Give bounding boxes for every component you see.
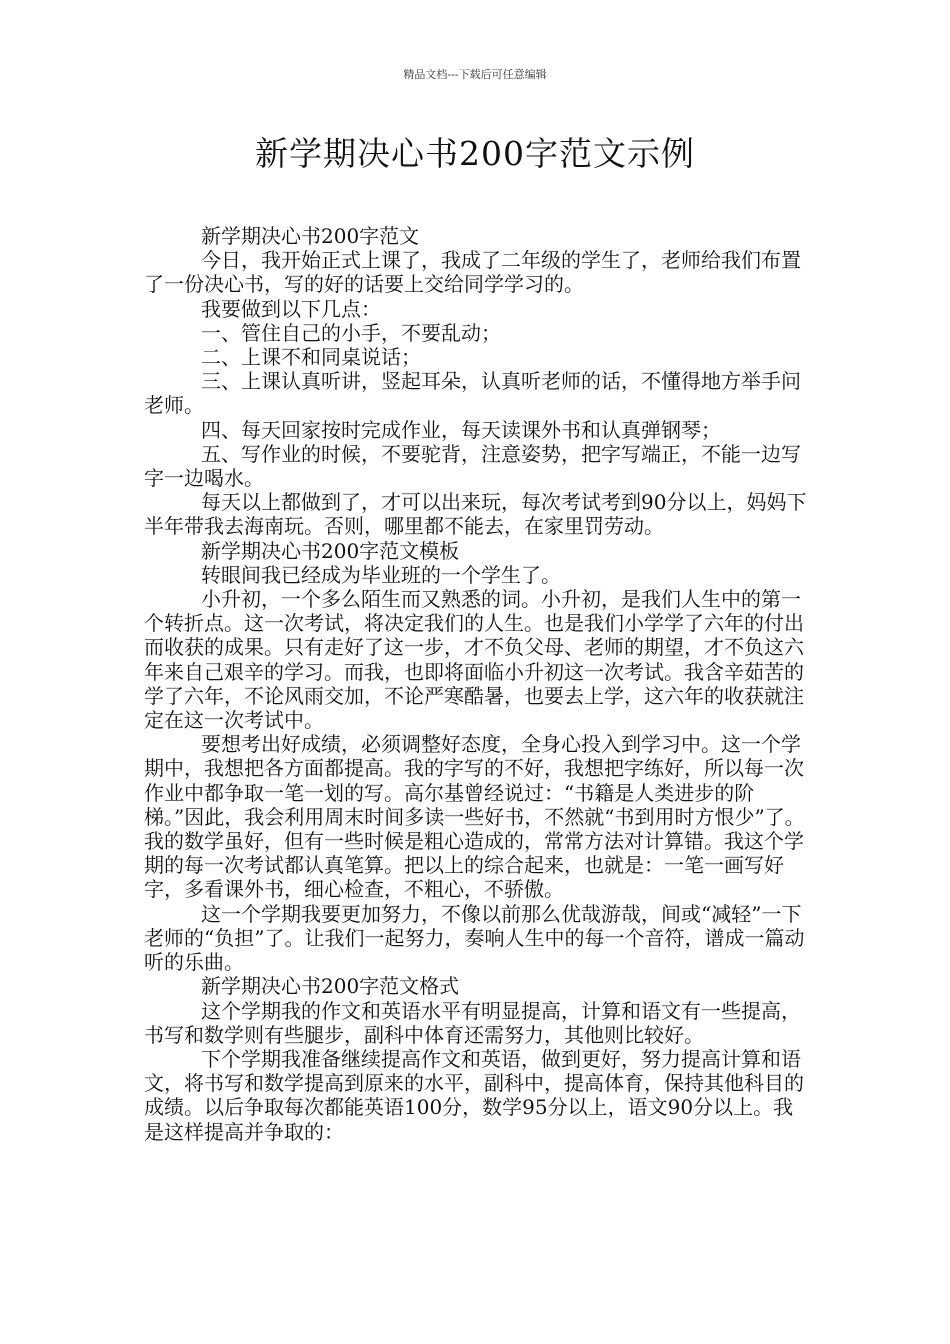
- paragraph: 下个学期我准备继续提高作文和英语，做到更好，努力提高计算和语文，将书写和数学提高到原来的水平，副科中，提高体育，保持其他科目的成绩。以后争取每次都能英语100分，数学95分以上，语文90分以上。我是这样提高并争取的：: [144, 1046, 804, 1144]
- list-item: 二、上课不和同桌说话；: [201, 345, 421, 370]
- paragraph: 小升初，一个多么陌生而又熟悉的词。小升初，是我们人生中的第一个转折点。这一次考试，将决定我们的人生。也是我们小学学了六年的付出而收获的成果。只有走好了这一步，才不负父母、老师的期望，才不负这六年来自己艰辛的学习。而我，也即将面临小升初这一次考试。我含辛茹苦的学了六年，不论风雨交加，不论严寒酷暑，也要去上学，这六年的收获就注定在这一次考试中。: [144, 587, 804, 733]
- section-heading: 新学期决心书200字范文: [201, 224, 420, 248]
- paragraph: 今日，我开始正式上课了，我成了二年级的学生了，老师给我们布置了一份决心书，写的好的话要上交给同学学习的。: [144, 248, 801, 297]
- list-item: 五、写作业的时候，不要驼背，注意姿势，把字写端正，不能一边写字一边喝水。: [144, 441, 801, 491]
- paragraph: 这个学期我的作文和英语水平有明显提高，计算和语文有一些提高，书写和数学则有些腿步，副科中体育还需努力，其他则比较好。: [144, 998, 801, 1047]
- paragraph: 要想考出好成绩，必须调整好态度，全身心投入到学习中。这一个学期中，我想把各方面都提高。我的字写的不好，我想把字练好，所以每一次作业中都争取一笔一划的写。高尔基曾经说过：“书籍是人类进步的阶梯。”因此，我会利用周末时间多读一些好书，不然就“书到用时方恨少”了。我的数学虽好，但有一些时候是粗心造成的，常常方法对计算错。我这个学期的每一次考试都认真笔算。把以上的综合起来，也就是：一笔一画写好字，多看课外书，细心检查，不粗心，不骄傲。: [144, 732, 805, 902]
- list-item: 一、管住自己的小手，不要乱动；: [201, 320, 501, 345]
- list-item: 三、上课认真听讲，竖起耳朵，认真听老师的话，不懂得地方举手问老师。: [144, 369, 801, 418]
- header-note: 精品文档---下载后可任意编辑: [403, 68, 547, 81]
- paragraph: 我要做到以下几点：: [201, 296, 381, 321]
- paragraph: 这一个学期我要更加努力，不像以前那么优哉游哉，间或“减轻”一下老师的“负担”了。让我们一起努力，奏响人生中的每一个音符，谱成一篇动听的乐曲。: [144, 901, 805, 975]
- list-item: 四、每天回家按时完成作业，每天读课外书和认真弹钢琴；: [201, 417, 721, 442]
- paragraph: 转眼间我已经成为毕业班的一个学生了。: [201, 562, 561, 587]
- section-heading: 新学期决心书200字范文格式: [201, 974, 460, 999]
- paragraph: 每天以上都做到了，才可以出来玩，每次考试考到90分以上，妈妈下半年带我去海南玩。否则，哪里都不能去，在家里罚劳动。: [144, 490, 807, 539]
- document-title: 新学期决心书200字范文示例: [255, 134, 695, 173]
- document-body: [144, 224, 808, 1144]
- section-heading: 新学期决心书200字范文模板: [201, 538, 460, 563]
